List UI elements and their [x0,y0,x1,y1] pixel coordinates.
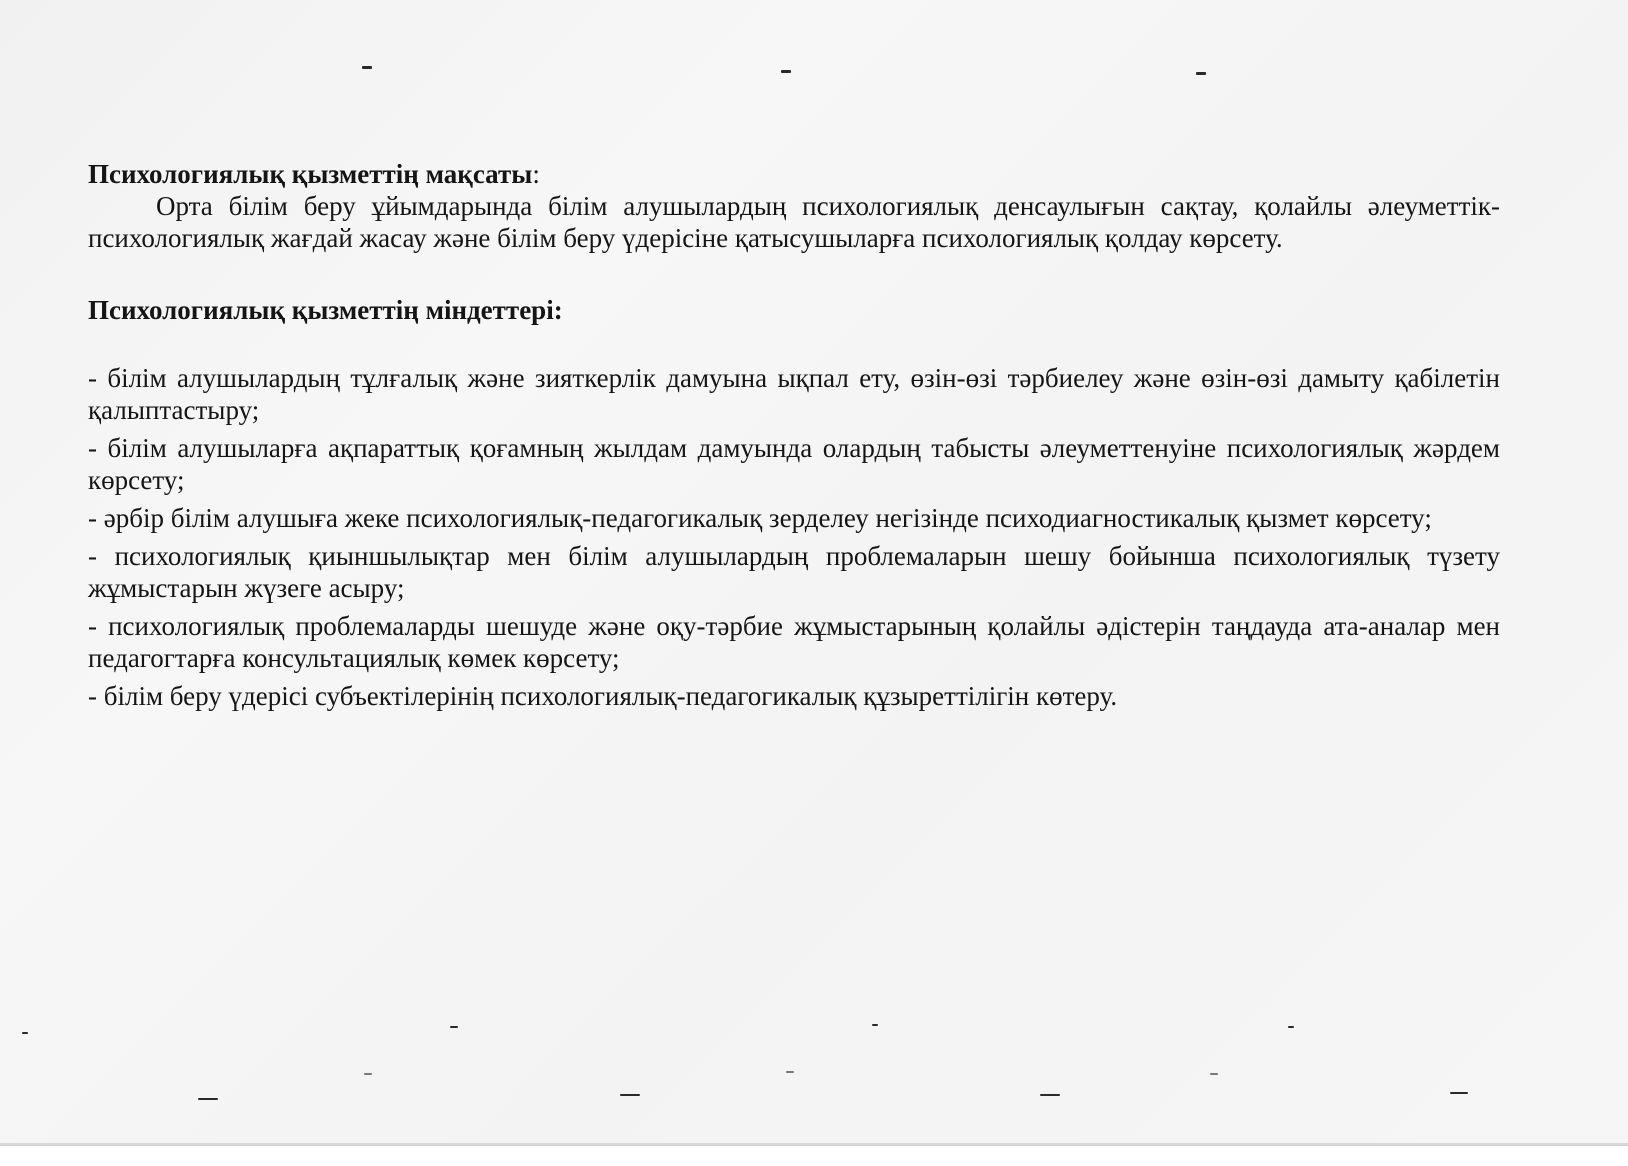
bottom-mark [872,1024,878,1026]
document-body [88,158,1500,718]
goal-paragraph: Орта білім беру ұйымдарында білім алушылардың психологиялық денсаулығын сақтау, қолайлы әлеуметтік-психологиялық жағдай жасау және білім беру үдерісіне қатысушыларға психологиялық қолдау көрсету. [88,191,1500,253]
list-item: - білім алушыларға ақпараттық қоғамның жылдам дамуында олардың табысты әлеуметтенуіне психологиялық жәрдем көрсету; [88,433,1500,495]
bottom-mark [450,1026,458,1028]
bottom-mark [1040,1094,1060,1096]
list-item: - білім алушылардың тұлғалық және зияткерлік дамуына ықпал ету, өзін-өзі тәрбиелеу және өзін-өзі дамыту қабілетін қалыптастыру; [88,363,1500,425]
bottom-mark [620,1094,640,1096]
top-mark [1196,72,1206,75]
list-item: - білім беру үдерісі субъектілерінің психологиялық-педагогикалық құзыреттілігін көтеру. [88,681,1118,711]
tasks-list [88,362,1500,712]
goal-heading: Психологиялық қызметтің мақсаты: [88,159,540,189]
bottom-mark [1288,1026,1294,1028]
list-item: - психологиялық проблемаларды шешуде және оқу-тәрбие жұмыстарының қолайлы әдістерін таңдауда ата-аналар мен педагогтарға консультациялық көмек көрсету; [88,611,1500,673]
list-item: - психологиялық қиыншылықтар мен білім алушылардың проблемаларын шешу бойынша психологиялық түзету жұмыстарын жүзеге асыру; [88,541,1500,603]
list-item: - әрбір білім алушыға жеке психологиялық-педагогикалық зерделеу негізінде психодиагностикалық қызмет көрсету; [88,503,1432,533]
bottom-mark [786,1071,794,1073]
scan-edge [0,1145,1628,1166]
bottom-mark [198,1098,218,1100]
bottom-mark [22,1032,28,1034]
bottom-mark [1210,1073,1218,1075]
tasks-heading: Психологиялық қызметтің міндеттері: [88,295,563,325]
bottom-mark [364,1073,372,1075]
top-mark [362,66,372,69]
top-mark [781,70,791,73]
bottom-mark [1450,1092,1468,1094]
